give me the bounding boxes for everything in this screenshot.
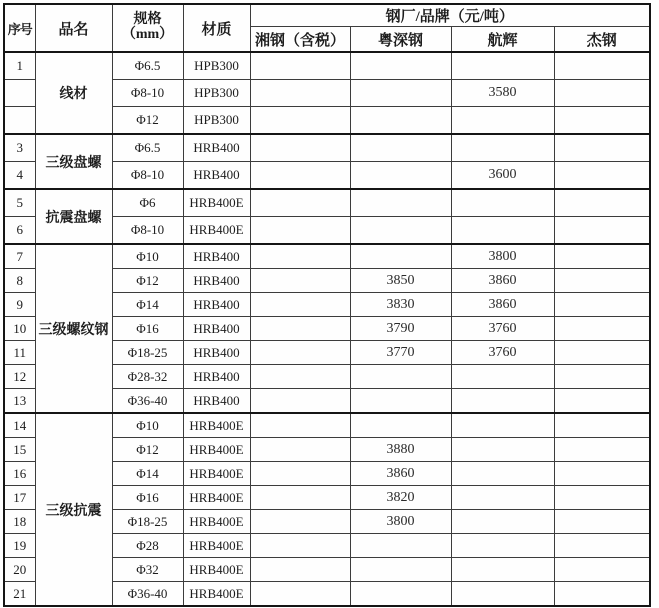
- material-cell: HRB400E: [183, 438, 250, 462]
- header-serial: 序号: [4, 4, 35, 52]
- price-cell: 3800: [350, 510, 451, 534]
- price-cell: [554, 341, 650, 365]
- header-row-top: [4, 4, 650, 27]
- header-spec-line1: 规格: [133, 12, 162, 28]
- price-cell: [451, 462, 554, 486]
- serial-cell: 8: [4, 269, 35, 293]
- spec-cell: Φ36-40: [112, 582, 183, 607]
- price-cell: [250, 317, 350, 341]
- price-cell: 3830: [350, 293, 451, 317]
- price-cell: [554, 162, 650, 190]
- material-cell: HRB400: [183, 389, 250, 414]
- material-cell: HRB400E: [183, 534, 250, 558]
- price-cell: [554, 486, 650, 510]
- price-cell: [250, 269, 350, 293]
- material-cell: HRB400E: [183, 217, 250, 245]
- price-cell: [554, 582, 650, 607]
- price-cell: [554, 510, 650, 534]
- table-header: [4, 4, 650, 52]
- spec-cell: Φ14: [112, 293, 183, 317]
- price-cell: [554, 534, 650, 558]
- header-brand-hanghui: 航辉: [451, 27, 554, 53]
- price-cell: [451, 438, 554, 462]
- spec-cell: Φ8-10: [112, 217, 183, 245]
- header-material: 材质: [183, 4, 250, 52]
- spec-cell: Φ18-25: [112, 510, 183, 534]
- serial-cell: 10: [4, 317, 35, 341]
- serial-cell: 6: [4, 217, 35, 245]
- spec-cell: Φ6.5: [112, 52, 183, 80]
- price-cell: [554, 293, 650, 317]
- price-cell: 3580: [451, 80, 554, 107]
- header-brand-xiangang: 湘钢（含税）: [250, 27, 350, 53]
- serial-cell: [4, 107, 35, 135]
- material-cell: HRB400: [183, 317, 250, 341]
- material-cell: HRB400E: [183, 189, 250, 217]
- price-cell: [451, 413, 554, 438]
- price-cell: [554, 189, 650, 217]
- material-cell: HPB300: [183, 107, 250, 135]
- price-cell: [350, 189, 451, 217]
- material-cell: HRB400E: [183, 510, 250, 534]
- price-cell: [250, 558, 350, 582]
- product-group-cell: 三级螺纹钢: [35, 244, 112, 413]
- header-product: 品名: [35, 4, 112, 52]
- price-cell: 3860: [451, 293, 554, 317]
- price-cell: 3800: [451, 244, 554, 269]
- price-cell: [554, 244, 650, 269]
- product-group-cell: 三级盘螺: [35, 134, 112, 189]
- spec-cell: Φ14: [112, 462, 183, 486]
- price-cell: [554, 462, 650, 486]
- price-cell: [250, 365, 350, 389]
- price-cell: [250, 438, 350, 462]
- material-cell: HRB400E: [183, 486, 250, 510]
- price-cell: [554, 80, 650, 107]
- price-cell: [350, 389, 451, 414]
- price-cell: [554, 365, 650, 389]
- price-cell: [250, 293, 350, 317]
- price-cell: [350, 80, 451, 107]
- price-cell: 3600: [451, 162, 554, 190]
- price-cell: [350, 534, 451, 558]
- serial-cell: 20: [4, 558, 35, 582]
- price-cell: [554, 389, 650, 414]
- price-cell: [250, 189, 350, 217]
- material-cell: HRB400E: [183, 558, 250, 582]
- serial-cell: 12: [4, 365, 35, 389]
- serial-cell: 17: [4, 486, 35, 510]
- header-brand-yueshengang: 粤深钢: [350, 27, 451, 53]
- header-spec: [112, 4, 183, 52]
- serial-cell: 4: [4, 162, 35, 190]
- price-cell: 3850: [350, 269, 451, 293]
- header-brand-jiegang: 杰钢: [554, 27, 650, 53]
- material-cell: HRB400: [183, 134, 250, 162]
- price-cell: [451, 107, 554, 135]
- spec-cell: Φ28-32: [112, 365, 183, 389]
- price-cell: [350, 244, 451, 269]
- price-cell: [554, 269, 650, 293]
- price-cell: [350, 134, 451, 162]
- price-cell: [250, 486, 350, 510]
- price-cell: 3880: [350, 438, 451, 462]
- price-cell: 3760: [451, 341, 554, 365]
- serial-cell: 1: [4, 52, 35, 80]
- price-cell: 3760: [451, 317, 554, 341]
- price-cell: [250, 534, 350, 558]
- price-cell: [554, 107, 650, 135]
- price-cell: [451, 510, 554, 534]
- product-group-cell: 抗震盘螺: [35, 189, 112, 244]
- price-cell: [350, 107, 451, 135]
- spec-cell: Φ10: [112, 413, 183, 438]
- serial-cell: 18: [4, 510, 35, 534]
- material-cell: HRB400: [183, 162, 250, 190]
- product-group-cell: 线材: [35, 52, 112, 134]
- price-cell: [250, 389, 350, 414]
- price-cell: [451, 558, 554, 582]
- spec-cell: Φ10: [112, 244, 183, 269]
- price-cell: 3860: [451, 269, 554, 293]
- price-cell: [250, 341, 350, 365]
- serial-cell: 5: [4, 189, 35, 217]
- material-cell: HPB300: [183, 80, 250, 107]
- material-cell: HRB400: [183, 341, 250, 365]
- material-cell: HRB400E: [183, 462, 250, 486]
- serial-cell: 15: [4, 438, 35, 462]
- price-cell: [250, 462, 350, 486]
- price-cell: 3790: [350, 317, 451, 341]
- serial-cell: 14: [4, 413, 35, 438]
- table-body: [4, 52, 650, 606]
- price-cell: [250, 107, 350, 135]
- material-cell: HRB400: [183, 365, 250, 389]
- serial-cell: 19: [4, 534, 35, 558]
- spec-cell: Φ32: [112, 558, 183, 582]
- spec-cell: Φ12: [112, 107, 183, 135]
- price-cell: [451, 534, 554, 558]
- price-cell: [350, 217, 451, 245]
- price-cell: [554, 134, 650, 162]
- serial-cell: 3: [4, 134, 35, 162]
- price-cell: [250, 80, 350, 107]
- price-cell: [250, 510, 350, 534]
- spec-cell: Φ16: [112, 486, 183, 510]
- price-cell: [451, 217, 554, 245]
- price-cell: [250, 52, 350, 80]
- serial-cell: 9: [4, 293, 35, 317]
- price-cell: [451, 134, 554, 162]
- price-cell: [250, 582, 350, 607]
- table-row: [4, 52, 650, 80]
- spec-cell: Φ28: [112, 534, 183, 558]
- table-row: [4, 134, 650, 162]
- price-cell: [250, 413, 350, 438]
- serial-cell: 11: [4, 341, 35, 365]
- spec-cell: Φ8-10: [112, 162, 183, 190]
- price-cell: [350, 365, 451, 389]
- price-cell: [350, 558, 451, 582]
- spec-cell: Φ36-40: [112, 389, 183, 414]
- price-cell: [451, 389, 554, 414]
- price-cell: [350, 52, 451, 80]
- price-cell: [250, 162, 350, 190]
- price-cell: [451, 189, 554, 217]
- material-cell: HRB400: [183, 269, 250, 293]
- product-group-cell: 三级抗震: [35, 413, 112, 606]
- spec-cell: Φ8-10: [112, 80, 183, 107]
- price-cell: 3860: [350, 462, 451, 486]
- spec-cell: Φ6.5: [112, 134, 183, 162]
- price-cell: [554, 217, 650, 245]
- price-cell: [451, 52, 554, 80]
- material-cell: HRB400: [183, 244, 250, 269]
- serial-cell: [4, 80, 35, 107]
- steel-price-table: [3, 3, 651, 607]
- price-cell: [350, 162, 451, 190]
- price-cell: [554, 438, 650, 462]
- price-cell: [451, 365, 554, 389]
- material-cell: HPB300: [183, 52, 250, 80]
- material-cell: HRB400E: [183, 582, 250, 607]
- price-cell: [250, 134, 350, 162]
- price-cell: [554, 317, 650, 341]
- table-row: [4, 189, 650, 217]
- price-cell: 3770: [350, 341, 451, 365]
- header-spec-line2: （mm）: [121, 27, 174, 42]
- price-cell: [250, 217, 350, 245]
- table-row: [4, 413, 650, 438]
- price-cell: [350, 413, 451, 438]
- material-cell: HRB400E: [183, 413, 250, 438]
- material-cell: HRB400: [183, 293, 250, 317]
- serial-cell: 7: [4, 244, 35, 269]
- price-cell: [554, 52, 650, 80]
- price-cell: [451, 486, 554, 510]
- spec-cell: Φ18-25: [112, 341, 183, 365]
- table-row: [4, 244, 650, 269]
- price-cell: [554, 558, 650, 582]
- serial-cell: 13: [4, 389, 35, 414]
- serial-cell: 16: [4, 462, 35, 486]
- price-cell: [250, 244, 350, 269]
- spec-cell: Φ6: [112, 189, 183, 217]
- spec-cell: Φ12: [112, 269, 183, 293]
- serial-cell: 21: [4, 582, 35, 607]
- price-cell: 3820: [350, 486, 451, 510]
- spec-cell: Φ16: [112, 317, 183, 341]
- header-brand-group: 钢厂/品牌（元/吨）: [250, 4, 650, 27]
- price-cell: [451, 582, 554, 607]
- price-cell: [554, 413, 650, 438]
- spec-cell: Φ12: [112, 438, 183, 462]
- price-cell: [350, 582, 451, 607]
